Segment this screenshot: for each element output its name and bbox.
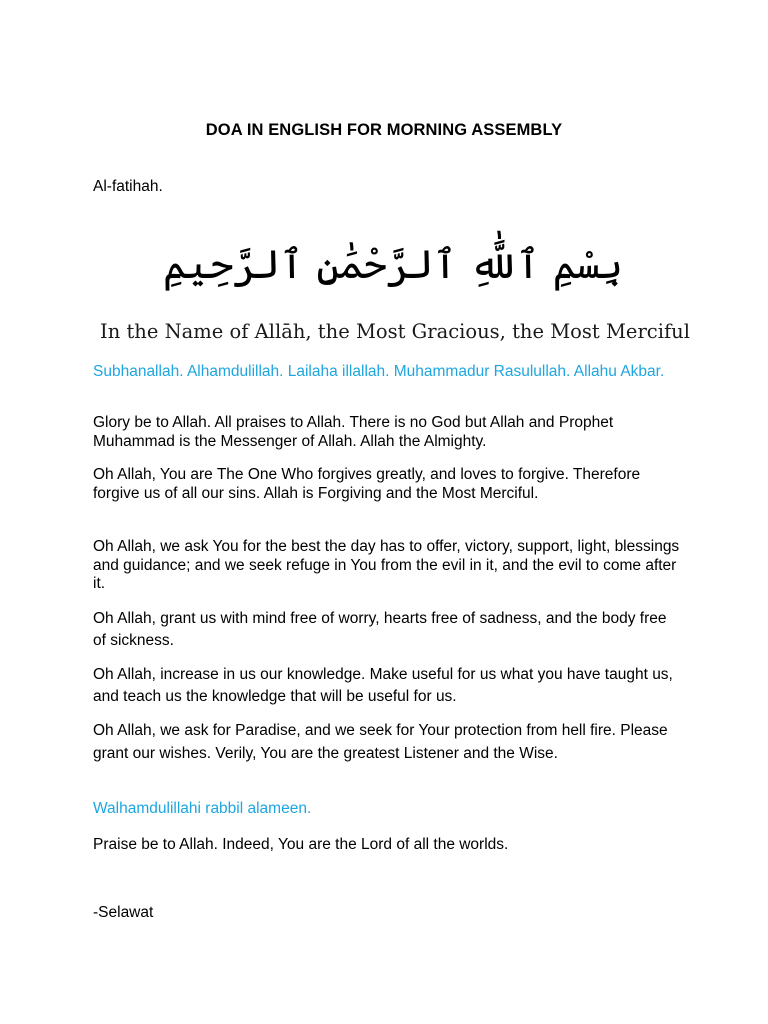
basmala-translation: In the Name of Allāh, the Most Gracious, the Most Merciful xyxy=(100,320,690,343)
paragraph-forgiveness: Oh Allah, You are The One Who forgives greatly, and loves to forgive. Therefore forgive us of all our sins. Allah is Forgiving and the Most Merciful. xyxy=(93,466,641,502)
section-label: Al-fatihah. xyxy=(93,178,163,195)
paragraph-best-of-day: Oh Allah, we ask You for the best the day has to offer, victory, support, light, blessings and guidance; and we seek refuge in You from the evil in it, and the evil to come after it. xyxy=(93,538,680,592)
paragraph-free-of-worry: Oh Allah, grant us with mind free of worry, hearts free of sadness, and the body free of sickness. xyxy=(93,610,667,649)
paragraph-paradise: Oh Allah, we ask for Paradise, and we seek for Your protection from hell fire. Please grant our wishes. Verily, You are the greatest Listener and the Wise. xyxy=(93,722,668,762)
paragraph-selawat: -Selawat xyxy=(93,904,154,921)
paragraph-dhikr: Subhanallah. Alhamdulillah. Lailaha illallah. Muhammadur Rasulullah. Allahu Akbar. xyxy=(93,363,665,380)
basmala-calligraphy: بِسْمِ ٱللَّٰهِ ٱلرَّحْمَٰنِ ٱلرَّحِيمِ xyxy=(162,242,624,288)
paragraph-closing-arabic: Walhamdulillahi rabbil alameen. xyxy=(93,800,312,817)
paragraph-knowledge: Oh Allah, increase in us our knowledge. Make useful for us what you have taught us, and teach us the knowledge that will be useful for us. xyxy=(93,666,673,705)
paragraph-closing-translation: Praise be to Allah. Indeed, You are the Lord of all the worlds. xyxy=(93,836,509,853)
document-title: DOA IN ENGLISH FOR MORNING ASSEMBLY xyxy=(205,121,563,139)
paragraph-dhikr-translation: Glory be to Allah. All praises to Allah. There is no God but Allah and Prophet Muhammad is the Messenger of Allah. Allah the Almighty. xyxy=(93,414,614,450)
